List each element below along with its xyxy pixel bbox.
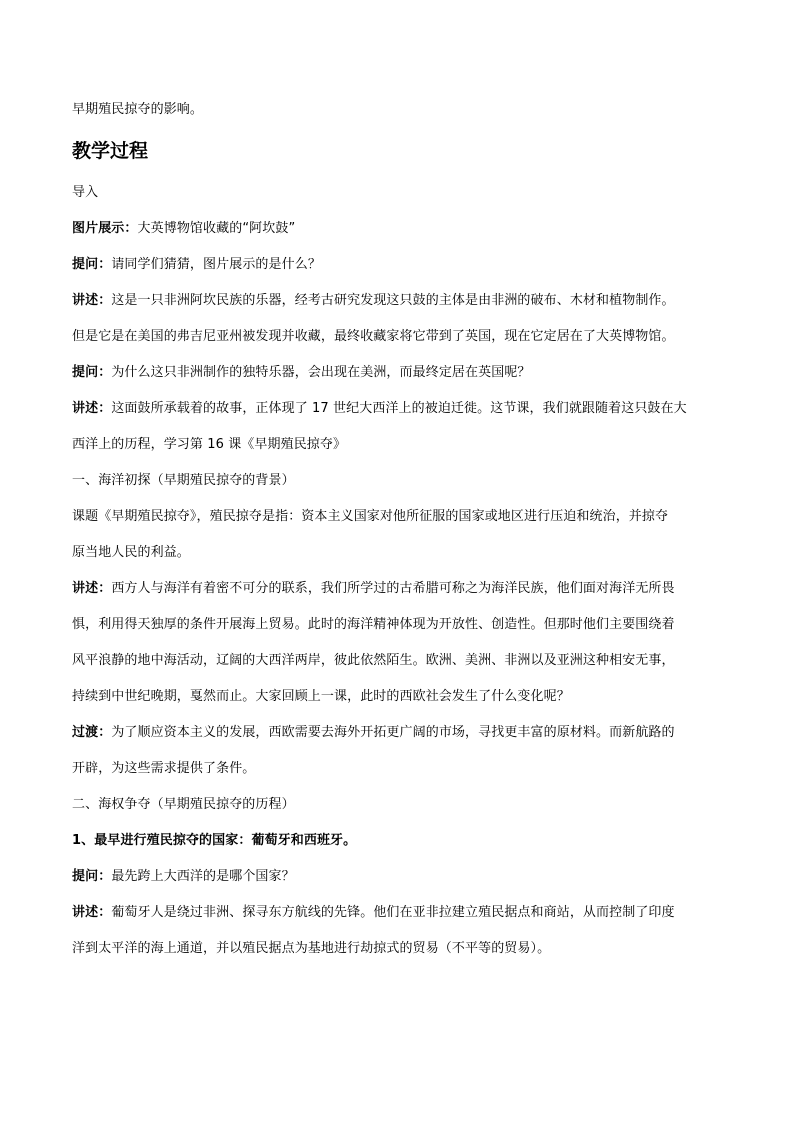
paragraph-question-2 [72, 364, 722, 382]
paragraph-text: 这面鼓所承载着的故事，正体现了 17 世纪大西洋上的被迫迁徙。这节课，我们就跟随着这只鼓在大 [111, 401, 687, 416]
paragraph-label: 图片展示： [72, 221, 138, 236]
paragraph-label: 讲述： [72, 401, 112, 416]
paragraph-text: 西方人与海洋有着密不可分的联系，我们所学过的古希腊可称之为海洋民族，他们面对海洋无所畏 [111, 581, 675, 596]
paragraph-text: 大英博物馆收藏的“阿坎鼓” [137, 221, 296, 236]
part2-narration-line1 [72, 904, 722, 922]
part2-subtitle: 1、最早进行殖民掠夺的国家：葡萄牙和西班牙。 [72, 833, 357, 848]
part2-narration-line2: 洋到太平洋的海上通道，并以殖民据点为基地进行劫掠式的贸易（不平等的贸易）。 [72, 941, 551, 956]
paragraph-text: 请同学们猜猜，图片展示的是什么？ [111, 257, 321, 272]
part1-narration-line4: 持续到中世纪晚期，戛然而止。大家回顾上一课，此时的西欧社会发生了什么变化呢？ [72, 689, 570, 704]
part2-title: 二、海权争夺（早期殖民掠夺的历程） [72, 797, 295, 812]
part1-definition-line1: 课题《早期殖民掠夺》，殖民掠夺是指：资本主义国家对他所征服的国家或地区进行压迫和统治，并掠夺 [72, 509, 669, 524]
paragraph-narration-2-cont: 西洋上的历程，学习第 16 课《早期殖民掠夺》 [72, 437, 347, 452]
part1-transition-line1 [72, 724, 722, 742]
part2-question [72, 868, 722, 886]
paragraph-label: 讲述： [72, 293, 112, 308]
paragraph-question-1 [72, 256, 722, 274]
lead-in: 导入 [72, 185, 99, 200]
part1-narration-line1 [72, 580, 722, 598]
section-title: 教学过程 [72, 140, 149, 162]
part1-narration-line3: 风平浪静的地中海活动，辽阔的大西洋两岸，彼此依然陌生。欧洲、美洲、非洲以及亚洲这种相安无事， [72, 653, 675, 668]
paragraph-narration-1-cont: 但是它是在美国的弗吉尼亚州被发现并收藏，最终收藏家将它带到了英国，现在它定居在了大英博物馆。 [72, 329, 675, 344]
paragraph-narration-2 [72, 400, 722, 418]
paragraph-label: 讲述： [72, 905, 112, 920]
paragraph-text: 为了顺应资本主义的发展，西欧需要去海外开拓更广阔的市场，寻找更丰富的原材料。而新航路的 [111, 725, 675, 740]
paragraph-text: 最先跨上大西洋的是哪个国家？ [111, 869, 295, 884]
paragraph-image-show [72, 220, 722, 238]
paragraph-label: 讲述： [72, 581, 112, 596]
part1-definition-line2: 原当地人民的利益。 [72, 545, 190, 560]
paragraph-text: 这是一只非洲阿坎民族的乐器，经考古研究发现这只鼓的主体是由非洲的破布、木材和植物制作。 [111, 293, 675, 308]
paragraph-narration-1 [72, 292, 722, 310]
part1-narration-line2: 惧，利用得天独厚的条件开展海上贸易。此时的海洋精神体现为开放性、创造性。但那时他们主要围绕着 [72, 617, 675, 632]
part1-title: 一、海洋初探（早期殖民掠夺的背景） [72, 473, 295, 488]
intro-fragment: 早期殖民掠夺的影响。 [72, 102, 204, 117]
paragraph-label: 过渡： [72, 725, 112, 740]
paragraph-text: 葡萄牙人是绕过非洲、探寻东方航线的先锋。他们在亚非拉建立殖民据点和商站，从而控制了印度 [111, 905, 675, 920]
paragraph-text: 为什么这只非洲制作的独特乐器，会出现在美洲，而最终定居在英国呢？ [111, 365, 531, 380]
paragraph-label: 提问： [72, 869, 112, 884]
paragraph-label: 提问： [72, 365, 112, 380]
part1-transition-line2: 开辟，为这些需求提供了条件。 [72, 761, 256, 776]
paragraph-label: 提问： [72, 257, 112, 272]
